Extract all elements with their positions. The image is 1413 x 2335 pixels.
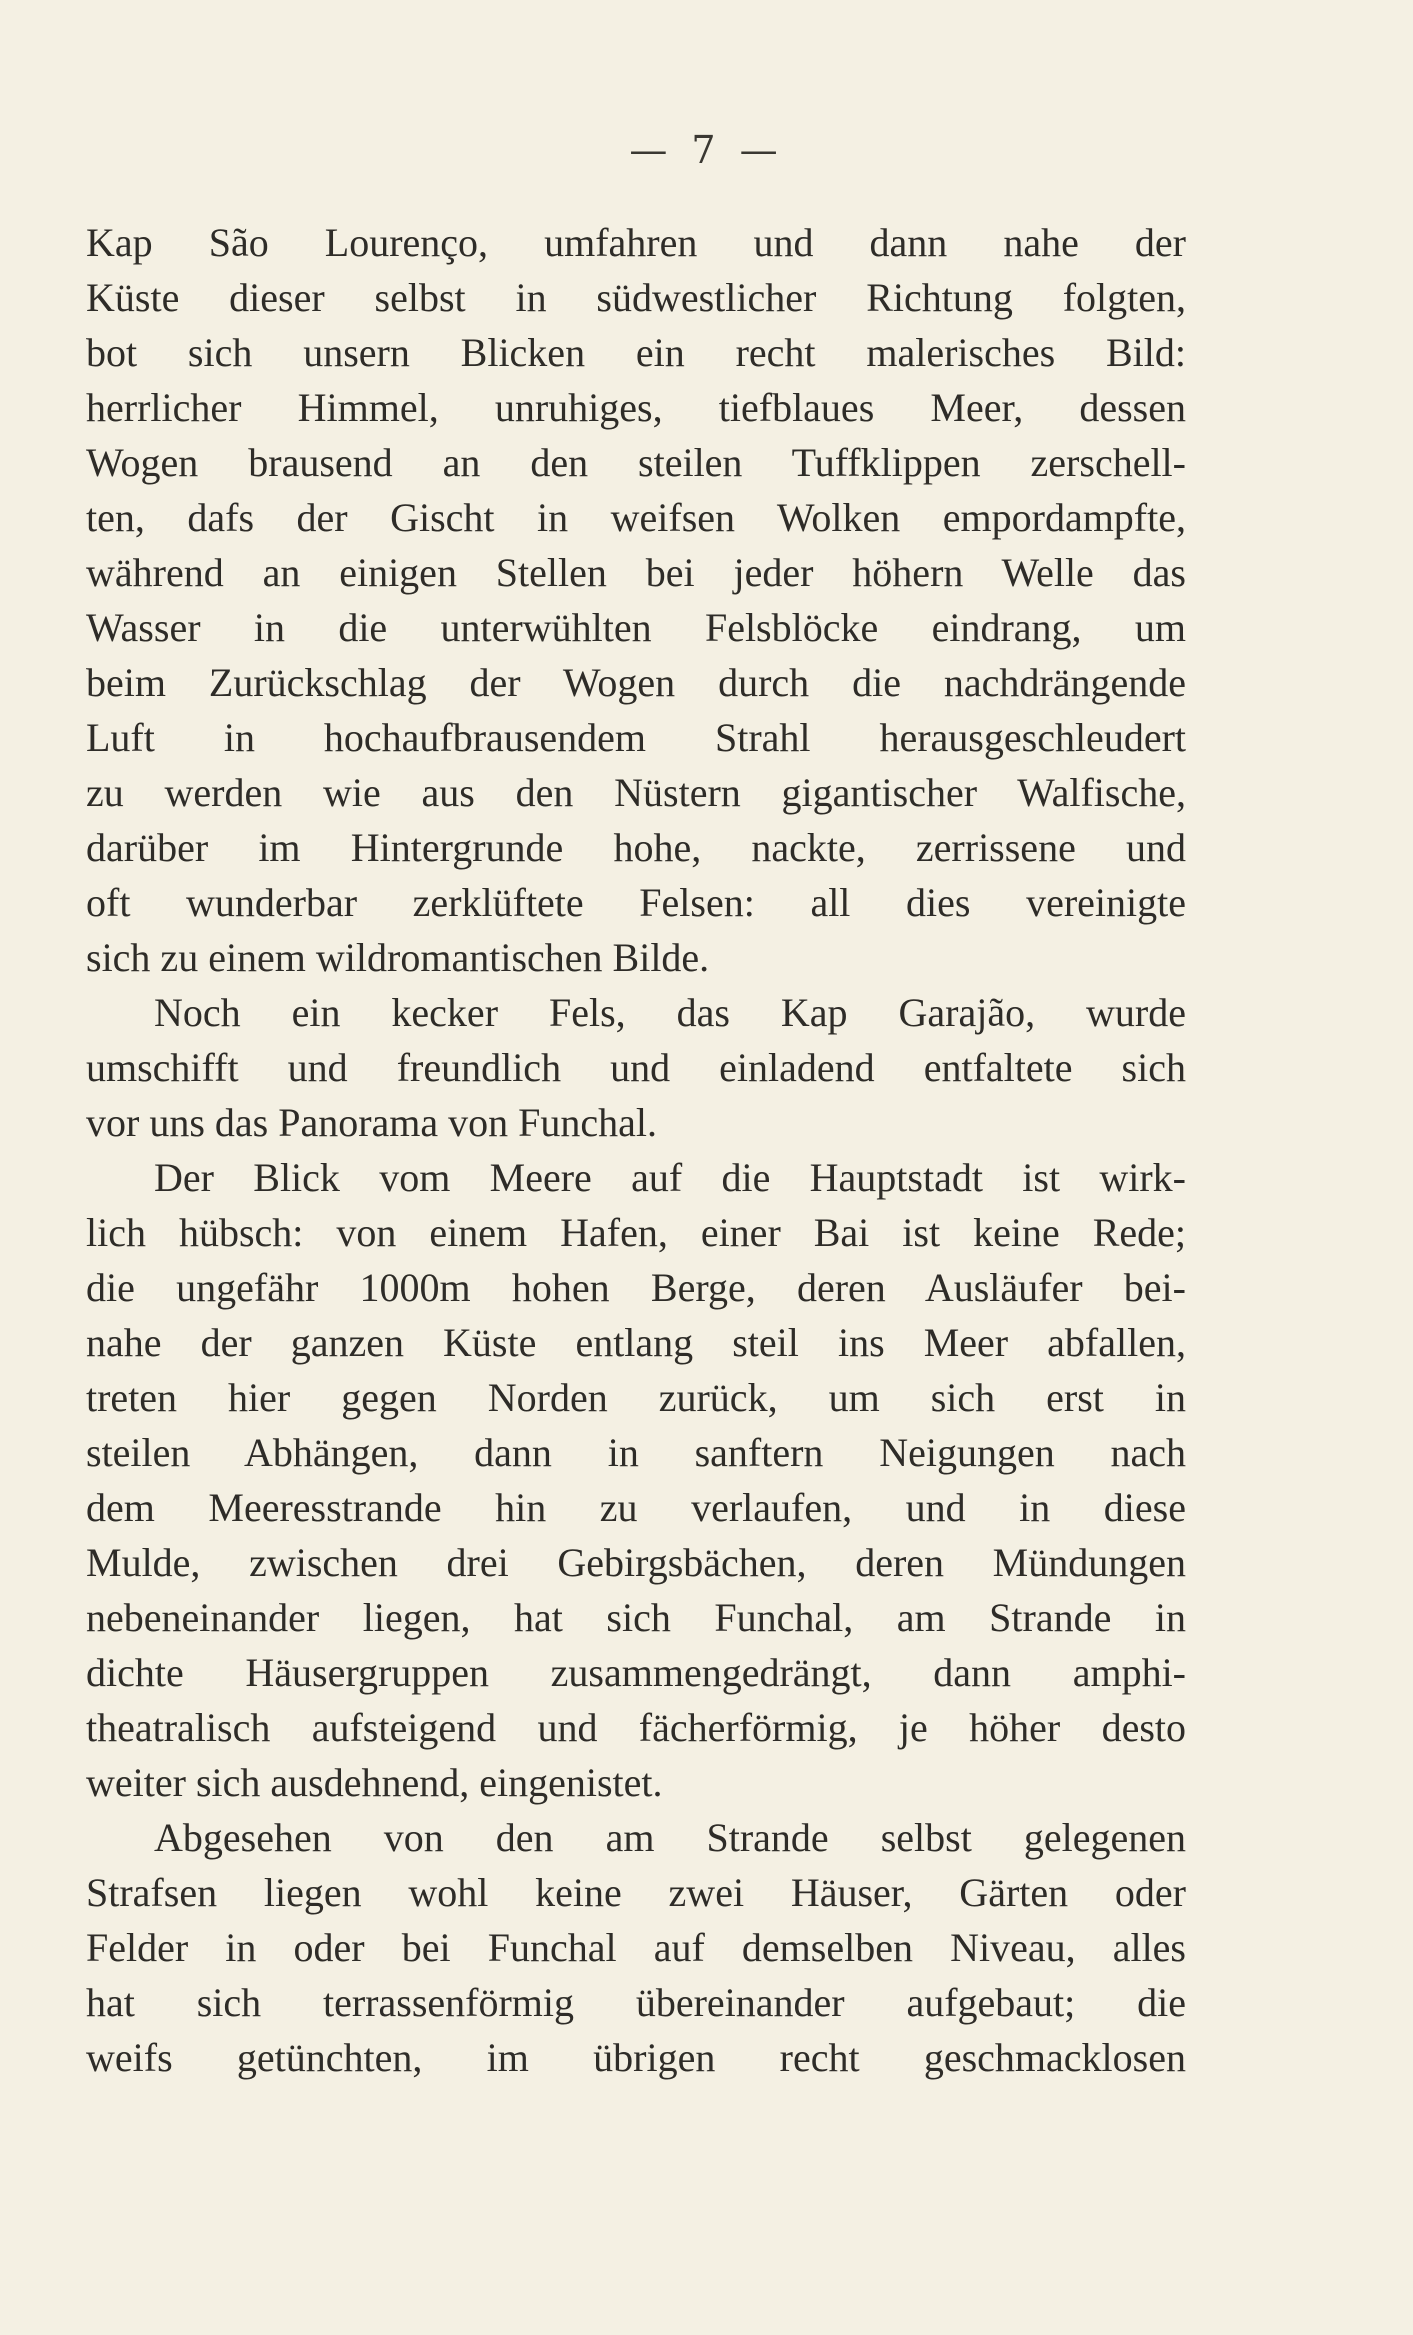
- text-line: die ungefähr 1000m hohen Berge, deren Ausläufer bei-: [86, 1265, 1186, 1310]
- text-line: sich zu einem wildromantischen Bilde.: [86, 935, 710, 980]
- text-line: Luft in hochaufbrausendem Strahl herausgeschleudert: [86, 715, 1186, 760]
- text-line: umschifft und freundlich und einladend entfaltete sich: [86, 1045, 1186, 1090]
- text-line: nebeneinander liegen, hat sich Funchal, am Strande in: [86, 1595, 1186, 1640]
- text-line: weifs getünchten, im übrigen recht geschmacklosen: [86, 2035, 1186, 2080]
- text-line: theatralisch aufsteigend und fächerförmig, je höher desto: [86, 1705, 1186, 1750]
- text-line: Felder in oder bei Funchal auf demselben Niveau, alles: [86, 1925, 1186, 1970]
- text-line: Der Blick vom Meere auf die Hauptstadt ist wirk-: [154, 1155, 1186, 1200]
- text-line: zu werden wie aus den Nüstern gigantischer Walfische,: [86, 770, 1186, 815]
- text-line: steilen Abhängen, dann in sanftern Neigungen nach: [86, 1430, 1186, 1475]
- text-line: hat sich terrassenförmig übereinander aufgebaut; die: [86, 1980, 1186, 2025]
- text-line: darüber im Hintergrunde hohe, nackte, zerrissene und: [86, 825, 1186, 870]
- text-line: treten hier gegen Norden zurück, um sich erst in: [86, 1375, 1186, 1420]
- text-line: dichte Häusergruppen zusammengedrängt, dann amphi-: [86, 1650, 1186, 1695]
- text-line: Abgesehen von den am Strande selbst gelegenen: [154, 1815, 1186, 1860]
- text-line: beim Zurückschlag der Wogen durch die nachdrängende: [86, 660, 1186, 705]
- text-line: Strafsen liegen wohl keine zwei Häuser, Gärten oder: [86, 1870, 1186, 1915]
- text-line: oft wunderbar zerklüftete Felsen: all dies vereinigte: [86, 880, 1186, 925]
- text-line: Küste dieser selbst in südwestlicher Richtung folgten,: [86, 275, 1186, 320]
- text-line: Wasser in die unterwühlten Felsblöcke eindrang, um: [86, 605, 1186, 650]
- text-line: vor uns das Panorama von Funchal.: [86, 1100, 658, 1145]
- text-line: Noch ein kecker Fels, das Kap Garajão, wurde: [154, 990, 1186, 1035]
- text-line: herrlicher Himmel, unruhiges, tiefblaues Meer, dessen: [86, 385, 1186, 430]
- text-line: Wogen brausend an den steilen Tuffklippen zerschell-: [86, 440, 1186, 485]
- body-text: [86, 215, 1186, 2085]
- text-line: Kap São Lourenço, umfahren und dann nahe der: [86, 220, 1186, 265]
- text-line: bot sich unsern Blicken ein recht malerisches Bild:: [86, 330, 1186, 375]
- text-line: Mulde, zwischen drei Gebirgsbächen, deren Mündungen: [86, 1540, 1186, 1585]
- page-number: — 7 —: [629, 128, 784, 172]
- text-line: ten, dafs der Gischt in weifsen Wolken empordampfte,: [86, 495, 1186, 540]
- text-line: lich hübsch: von einem Hafen, einer Bai ist keine Rede;: [86, 1210, 1186, 1255]
- text-line: weiter sich ausdehnend, eingenistet.: [86, 1760, 663, 1805]
- text-line: während an einigen Stellen bei jeder höhern Welle das: [86, 550, 1186, 595]
- text-line: dem Meeresstrande hin zu verlaufen, und in diese: [86, 1485, 1186, 1530]
- text-line: nahe der ganzen Küste entlang steil ins Meer abfallen,: [86, 1320, 1186, 1365]
